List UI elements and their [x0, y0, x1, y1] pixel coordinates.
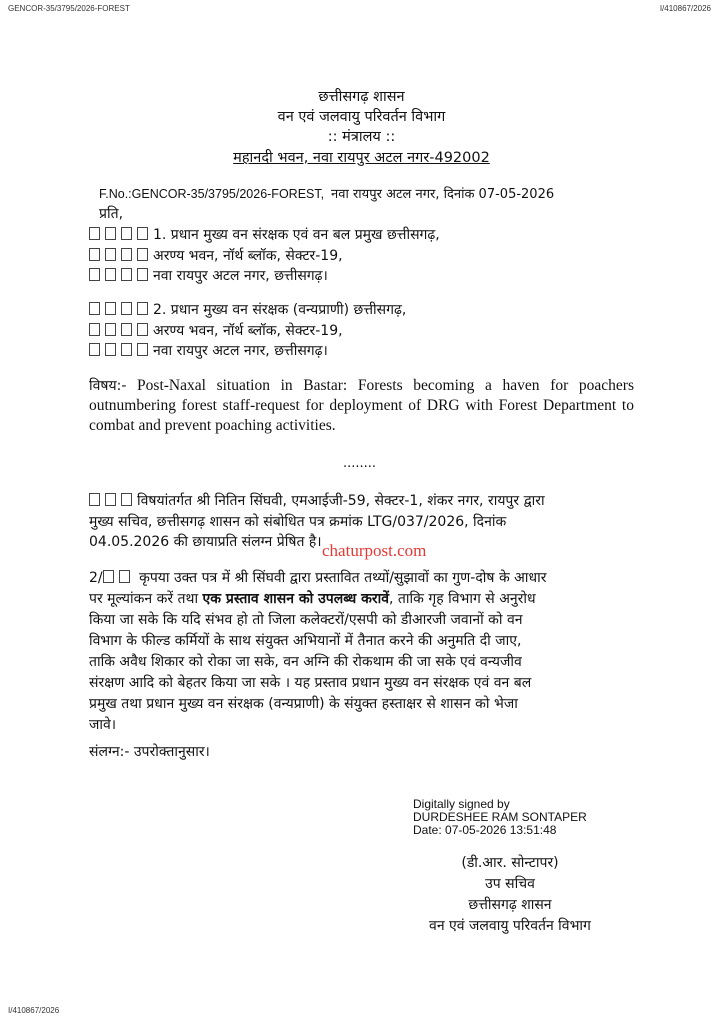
- addressee-1-line-1: 1. प्रधान मुख्य वन संरक्षक एवं वन बल प्रमुख छत्तीसगढ़,: [89, 225, 440, 244]
- addressee-2-line-3: नवा रायपुर अटल नगर, छत्तीसगढ़।: [89, 341, 328, 360]
- signatory-government: छत्तीसगढ़ शासन: [468, 897, 552, 913]
- enclosure-note: संलग्न:- उपरोक्तानुसार।: [89, 744, 210, 760]
- letterhead-address: महानदी भवन, नवा रायपुर अटल नगर-492002: [233, 150, 490, 166]
- addressee-2-line-1: 2. प्रधान मुख्य वन संरक्षक (वन्यप्राणी) छत्तीसगढ़,: [89, 300, 406, 319]
- para2-line-8: जावे।: [89, 717, 117, 733]
- addressee-1-line-2: अरण्य भवन, नॉर्थ ब्लॉक, सेक्टर-19,: [89, 246, 343, 265]
- proposal-request: एक प्रस्ताव शासन को उपलब्ध करावें: [202, 591, 389, 607]
- para2-line-7: प्रमुख तथा प्रधान मुख्य वन संरक्षक (वन्यप्राणी) के संयुक्त हस्ताक्षर से शासन को भेजा: [89, 696, 518, 712]
- addressee-1-line-3: नवा रायपुर अटल नगर, छत्तीसगढ़।: [89, 266, 328, 285]
- para2-line-5: ताकि अवैध शिकार को रोका जा सके, वन अग्नि की रोकथाम की जा सके एवं वन्यजीव: [89, 654, 522, 670]
- addressee-2-line-2: अरण्य भवन, नॉर्थ ब्लॉक, सेक्टर-19,: [89, 321, 343, 340]
- signatory-name: (डी.आर. सोन्टापर): [461, 855, 559, 871]
- receipt-number-footer: I/410867/2026: [8, 1006, 60, 1015]
- para2-line-6: संरक्षण आदि को बेहतर किया जा सके । यह प्रस्ताव प्रधान मुख्य वन संरक्षक एवं वन बल: [89, 675, 532, 691]
- subject-paragraph: [89, 376, 634, 436]
- para2-line-3: किया जा सके कि यदि संभव हो तो जिला कलेक्टरों/एसपी को डीआरजी जवानों को वन: [89, 612, 523, 628]
- letterhead-government: छत्तीसगढ़ शासन: [318, 89, 405, 105]
- file-reference-line: [99, 184, 554, 202]
- subject-label: विषय:-: [89, 378, 127, 394]
- subject-text: Post-Naxal situation in Bastar: Forests becoming a haven for poachers outnumbering forest staff-request for deployment of DRG with Forest Department to combat and prevent poaching activities.: [89, 377, 635, 434]
- para2-line-2: पर मूल्यांकन करें तथा एक प्रस्ताव शासन को उपलब्ध करावें, ताकि गृह विभाग से अनुरोध: [89, 591, 536, 607]
- separator: ........: [343, 456, 377, 471]
- signatory-designation: उप सचिव: [485, 876, 535, 892]
- digital-signature-line-1: Digitally signed by: [413, 797, 510, 811]
- watermark: chaturpost.com: [322, 541, 427, 560]
- letterhead-ministry: :: मंत्रालय ::: [327, 129, 396, 145]
- receipt-number-header: I/410867/2026: [659, 4, 711, 13]
- salutation-to: प्रति,: [99, 206, 124, 222]
- para2-line-1: 2/ कृपया उक्त पत्र में श्री सिंघवी द्वारा प्रस्तावित तथ्यों/सुझावों का गुण-दोष के आधार: [89, 570, 547, 586]
- para2-line-4: विभाग के फील्ड कर्मियों के साथ संयुक्त अभियानों में तैनात करने की अनुमति दी जाए,: [89, 633, 522, 649]
- para2-number: 2/: [89, 570, 103, 586]
- place-date: नवा रायपुर अटल नगर, दिनांक 07-05-2026: [331, 187, 555, 202]
- signatory-department: वन एवं जलवायु परिवर्तन विभाग: [429, 918, 591, 934]
- digital-signature-line-2: DURDESHEE RAM SONTAPER: [413, 810, 587, 824]
- file-number: F.No.:GENCOR-35/3795/2026-FOREST,: [99, 187, 325, 201]
- digital-signature-date: Date: 07-05-2026 13:51:48: [413, 823, 557, 837]
- file-number-header: GENCOR-35/3795/2026-FOREST: [8, 4, 130, 13]
- para1-line-3: 04.05.2026 की छायाप्रति संलग्न प्रेषित है।: [89, 534, 322, 550]
- para1-line-1: विषयांतर्गत श्री नितिन सिंघवी, एमआईजी-59, सेक्टर-1, शंकर नगर, रायपुर द्वारा: [89, 491, 545, 510]
- letterhead-department: वन एवं जलवायु परिवर्तन विभाग: [277, 109, 446, 125]
- para1-line-2: मुख्य सचिव, छत्तीसगढ़ शासन को संबोधित पत्र क्रमांक LTG/037/2026, दिनांक: [89, 514, 507, 530]
